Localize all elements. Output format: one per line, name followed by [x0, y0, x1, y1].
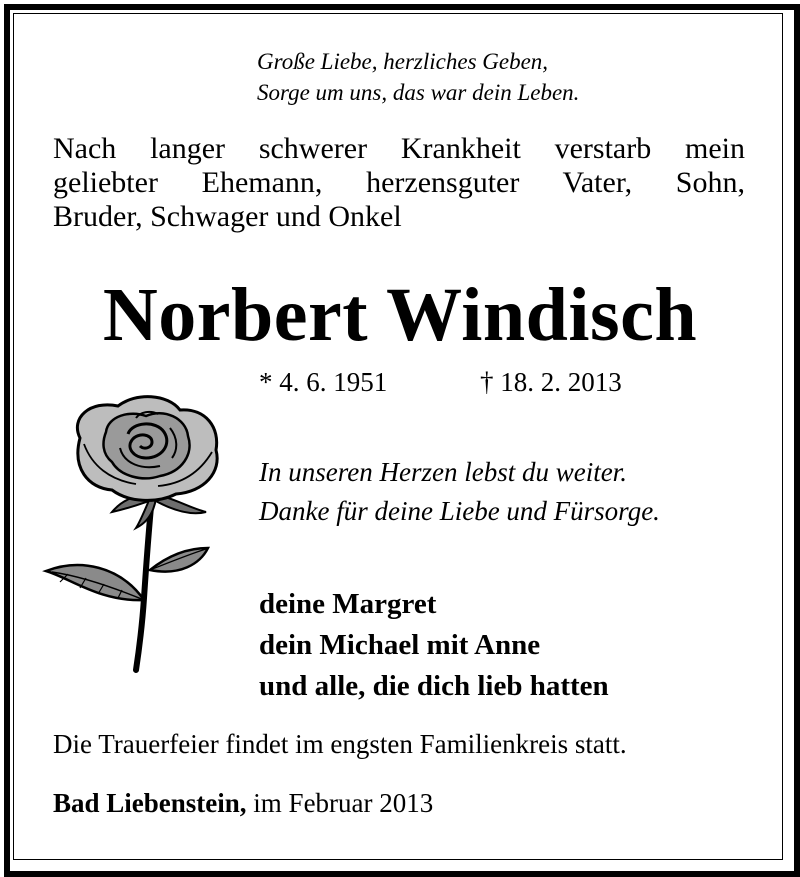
motto-verse — [257, 46, 579, 108]
memorial-quote — [259, 453, 660, 531]
place-city: Bad Liebenstein, — [53, 788, 247, 818]
quote-line-1: In unseren Herzen lebst du weiter. — [259, 457, 627, 487]
place-date — [53, 786, 433, 820]
deceased-name: Norbert Windisch — [102, 273, 698, 357]
mourners-list — [259, 584, 609, 707]
intro-paragraph — [53, 132, 745, 234]
mourner-1: deine Margret — [259, 588, 437, 620]
motto-line-1: Große Liebe, herzliches Geben, — [257, 49, 549, 74]
motto-line-2: Sorge um uns, das war dein Leben. — [257, 80, 580, 105]
rose-icon — [40, 388, 230, 673]
service-note: Die Trauerfeier findet im engsten Familienkreis statt. — [53, 729, 627, 759]
mourner-2: dein Michael mit Anne — [259, 629, 541, 661]
intro-line-3: Bruder, Schwager und Onkel — [53, 200, 402, 233]
place-month: im Februar 2013 — [246, 788, 434, 818]
death-date: † 18. 2. 2013 — [480, 367, 622, 397]
life-dates — [259, 365, 622, 399]
birth-date: * 4. 6. 1951 — [259, 367, 388, 397]
intro-line-2: geliebter Ehemann, herzensguter Vater, Sohn, — [53, 166, 745, 199]
quote-line-2: Danke für deine Liebe und Fürsorge. — [259, 496, 660, 526]
mourner-3: und alle, die dich lieb hatten — [259, 670, 609, 702]
intro-line-1: Nach langer schwerer Krankheit verstarb mein — [53, 132, 745, 165]
